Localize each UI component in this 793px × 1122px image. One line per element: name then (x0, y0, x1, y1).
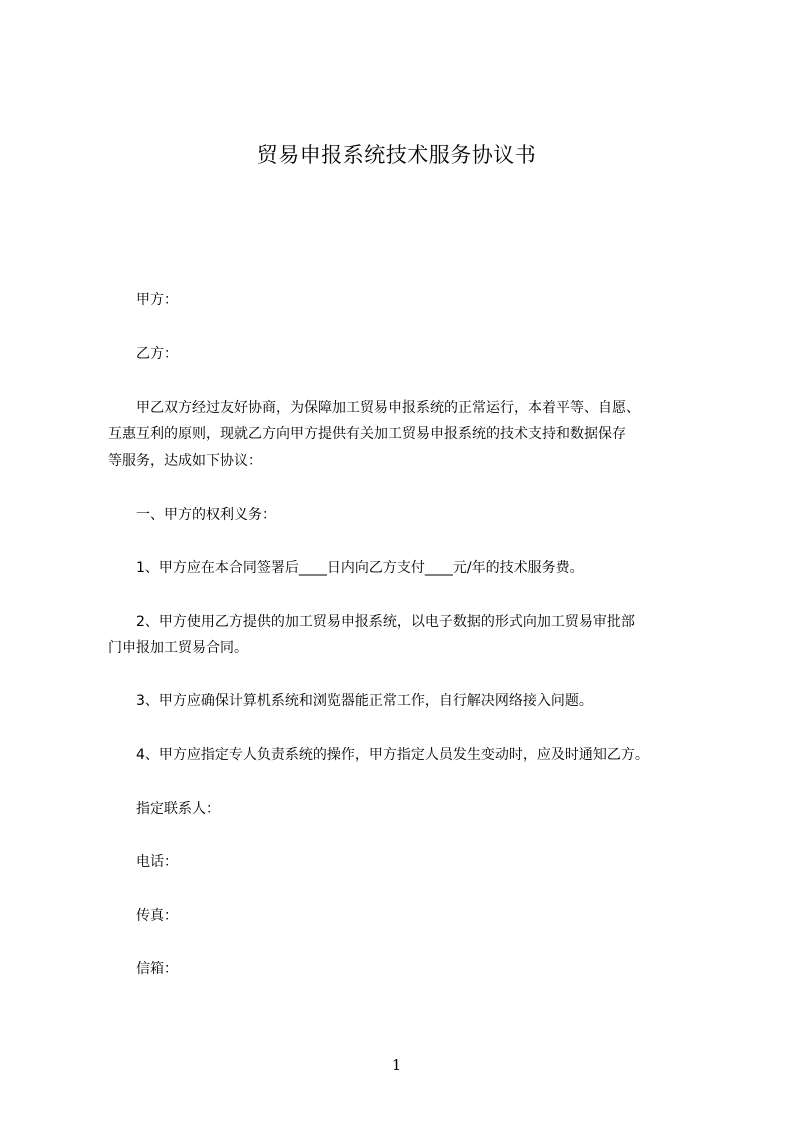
contact-phone-label: 电话： (136, 854, 178, 870)
section-1-item-3: 3、甲方应确保计算机系统和浏览器能正常工作，自行解决网络接入问题。 (136, 693, 593, 709)
party-a-label: 甲方： (136, 292, 178, 308)
section-1-heading: 一、甲方的权利义务： (136, 507, 276, 523)
section-1-item-2-line-2: 门申报加工贸易合同。 (108, 640, 248, 656)
intro-line-2: 互惠互利的原则，现就乙方向甲方提供有关加工贸易申报系统的技术支持和数据保存 (108, 426, 626, 442)
contact-mailbox-label: 信箱： (136, 961, 178, 977)
page-number: 1 (391, 1056, 402, 1074)
section-1-item-1: 1、甲方应在本合同签署后____日内向乙方支付____元/年的技术服务费。 (136, 560, 584, 576)
section-1-item-4: 4、甲方应指定专人负责系统的操作，甲方指定人员发生变动时，应及时通知乙方。 (136, 747, 649, 763)
intro-line-3: 等服务，达成如下协议： (108, 453, 262, 469)
contact-person-label: 指定联系人： (136, 801, 220, 817)
contact-fax-label: 传真： (136, 908, 178, 924)
section-1-item-2-line-1: 2、甲方使用乙方提供的加工贸易申报系统，以电子数据的形式向加工贸易审批部 (136, 614, 635, 630)
intro-line-1: 甲乙双方经过友好协商，为保障加工贸易申报系统的正常运行，本着平等、自愿、 (136, 400, 640, 416)
document-title: 贸易申报系统技术服务协议书 (256, 143, 537, 167)
party-b-label: 乙方： (136, 346, 178, 362)
